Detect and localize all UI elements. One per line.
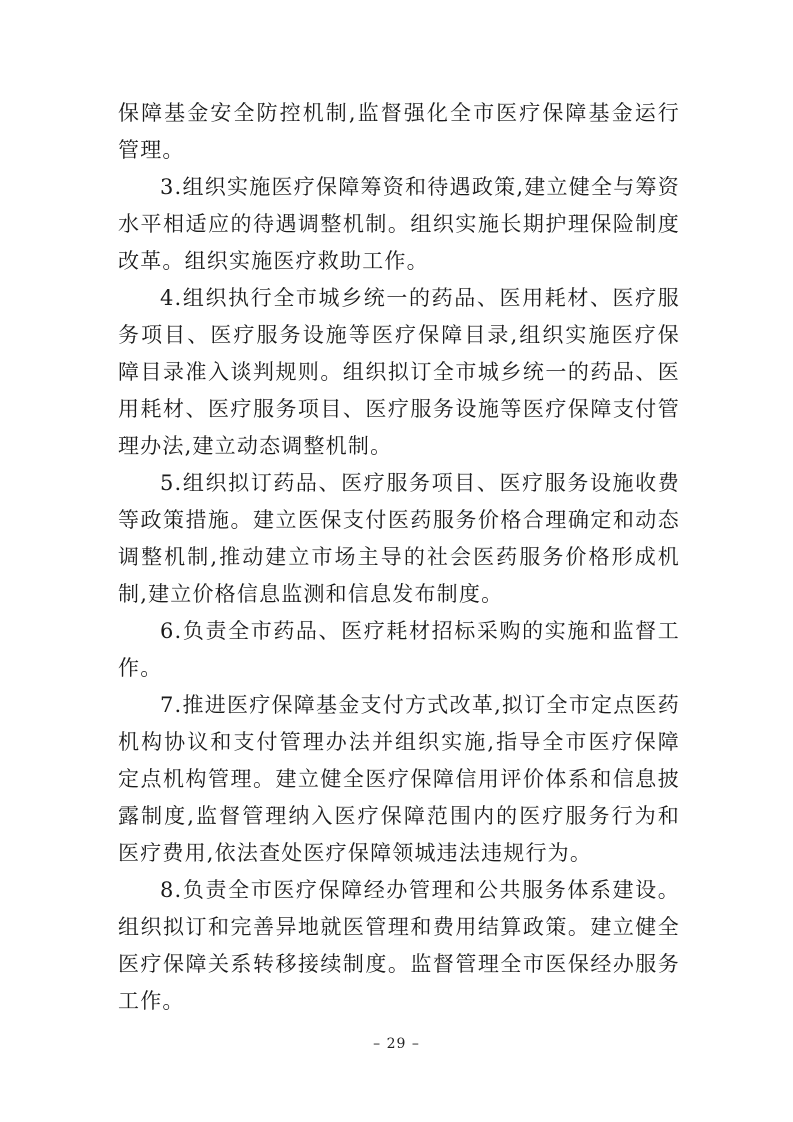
paragraph-item-4: 4.组织执行全市城乡统一的药品、医用耗材、医疗服务项目、医疗服务设施等医疗保障目录,组织实施医疗保障目录准入谈判规则。组织拟订全市城乡统一的药品、医用耗材、医疗服务项目、医疗服务设施等医疗保障支付管理办法,建立动态调整机制。 xyxy=(118,286,680,458)
paragraph-continuation: 保障基金安全防控机制,监督强化全市医疗保障基金运行管理。 xyxy=(118,101,680,162)
paragraph-item-3: 3.组织实施医疗保障筹资和待遇政策,建立健全与筹资水平相适应的待遇调整机制。组织实施长期护理保险制度改革。组织实施医疗救助工作。 xyxy=(118,175,680,273)
paragraph-item-7: 7.推进医疗保障基金支付方式改革,拟订全市定点医药机构协议和支付管理办法并组织实施,指导全市医疗保障定点机构管理。建立健全医疗保障信用评价体系和信息披露制度,监督管理纳入医疗保障范围内的医疗服务行为和医疗费用,依法查处医疗保障领城违法违规行为。 xyxy=(118,693,680,865)
document-body xyxy=(118,95,680,1020)
paragraph-item-5: 5.组织拟订药品、医疗服务项目、医疗服务设施收费等政策措施。建立医保支付医药服务价格合理确定和动态调整机制,推动建立市场主导的社会医药服务价格形成机制,建立价格信息监测和信息发布制度。 xyxy=(118,471,680,606)
paragraph-item-6: 6.负责全市药品、医疗耗材招标采购的实施和监督工作。 xyxy=(118,619,680,680)
page-number: – 29 – xyxy=(373,1036,420,1052)
paragraph-item-8: 8.负责全市医疗保障经办管理和公共服务体系建设。组织拟订和完善异地就医管理和费用结算政策。建立健全医疗保障关系转移接续制度。监督管理全市医保经办服务工作。 xyxy=(118,878,680,1013)
